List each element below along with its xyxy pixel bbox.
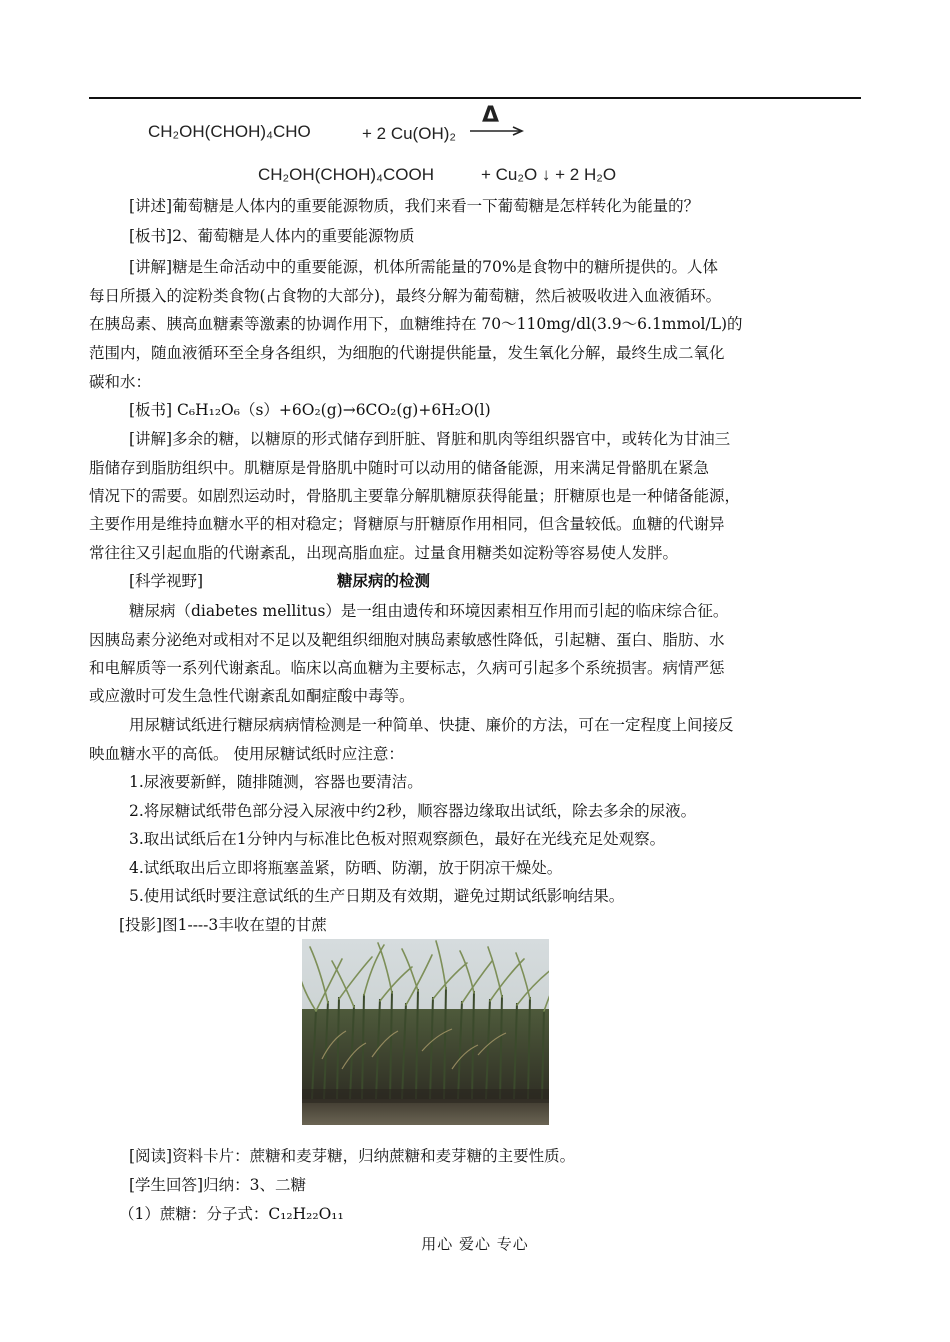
para-line: （1）蔗糖：分子式：C₁₂H₂₂O₁₁ [119,1205,344,1223]
reaction-arrow [468,103,526,137]
list-item: 5.使用试纸时要注意试纸的生产日期及有效期，避免过期试纸影响结果。 [129,887,625,905]
page-footer: 用心 爱心 专心 [421,1235,529,1253]
arrow-icon [468,107,526,137]
para-line: [板书]2、葡萄糖是人体内的重要能源物质 [129,227,415,245]
para-line: 范围内，随血液循环至全身各组织，为细胞的代谢提供能量，发生氧化分解，最终生成二氧化 [89,344,725,362]
para-line: [学生回答]归纳：3、二糖 [129,1176,306,1194]
para-line: 碳和水： [89,373,152,391]
para-line: 或应激时可发生急性代谢紊乱如酮症酸中毒等。 [89,687,415,705]
para-line: 每日所摄入的淀粉类食物(占食物的大部分)，最终分解为葡萄糖，然后被吸收进入血液循环。 [89,287,722,305]
sugarcane-photo [302,939,549,1125]
board-formula: [板书] C₆H₁₂O₆（s）+6O₂(g)→6CO₂(g)+6H₂O(l) [129,401,491,419]
list-item: 3.取出试纸后在1分钟内与标准比色板对照观察颜色，最好在光线充足处观察。 [129,830,666,848]
para-line: [阅读]资料卡片：蔗糖和麦芽糖，归纳蔗糖和麦芽糖的主要性质。 [129,1147,576,1165]
header-rule [89,97,861,99]
list-item: 2.将尿糖试纸带色部分浸入尿液中约2秒，顺容器边缘取出试纸，除去多余的尿液。 [129,802,697,820]
equation-reagent: + 2 Cu(OH)₂ [362,124,456,143]
para-line: [讲解]多余的糖，以糖原的形式储存到肝脏、肾脏和肌肉等组织器官中，或转化为甘油三 [129,430,731,448]
para-line: 主要作用是维持血糖水平的相对稳定；肾糖原与肝糖原作用相同，但含量较低。血糖的代谢异 [89,515,725,533]
para-line: 和电解质等一系列代谢紊乱。临床以高血糖为主要标志，久病可引起多个系统损害。病情严惩 [89,659,725,677]
para-line: 在胰岛素、胰高血糖素等激素的协调作用下，血糖维持在 70～110mg/dl(3.9～6.1mmol/L)的 [89,315,743,333]
para-line: 常往往又引起血脂的代谢紊乱，出现高脂血症。过量食用糖类如淀粉等容易使人发胖。 [89,544,679,562]
para-line: [讲述]葡萄糖是人体内的重要能源物质，我们来看一下葡萄糖是怎样转化为能量的？ [129,197,700,215]
equation-product-main: CH₂OH(CHOH)₄COOH [258,165,434,184]
para-line: 因胰岛素分泌绝对或相对不足以及靶组织细胞对胰岛素敏感性降低，引起糖、蛋白、脂肪、水 [89,631,725,649]
equation-reactant: CH₂OH(CHOH)₄CHO [148,122,311,141]
figure-caption: [投影]图1----3丰收在望的甘蔗 [119,916,327,934]
equation-product-rest: + Cu₂O ↓ + 2 H₂O [481,165,617,184]
science-title: 糖尿病的检测 [337,572,431,590]
science-label: [科学视野] [129,572,204,590]
heat-symbol: Δ [482,103,500,128]
para-line: [讲解]糖是生命活动中的重要能源，机体所需能量的70%是食物中的糖所提供的。人体 [129,258,719,276]
para-line: 映血糖水平的高低。 使用尿糖试纸时应注意： [89,745,404,763]
para-line: 糖尿病（diabetes mellitus）是一组由遗传和环境因素相互作用而引起的临床综合征。 [129,602,729,620]
para-line: 脂储存到脂肪组织中。肌糖原是骨胳肌中随时可以动用的储备能源，用来满足骨骼肌在紧急 [89,459,710,477]
list-item: 4.试纸取出后立即将瓶塞盖紧，防晒、防潮，放于阴凉干燥处。 [129,859,563,877]
para-line: 用尿糖试纸进行糖尿病病情检测是一种简单、快捷、廉价的方法，可在一定程度上间接反 [129,716,734,734]
para-line: 情况下的需要。如剧烈运动时，骨胳肌主要靠分解肌糖原获得能量；肝糖原也是一种储备能源， [89,487,741,505]
list-item: 1.尿液要新鲜，随排随测，容器也要清洁。 [129,773,423,791]
